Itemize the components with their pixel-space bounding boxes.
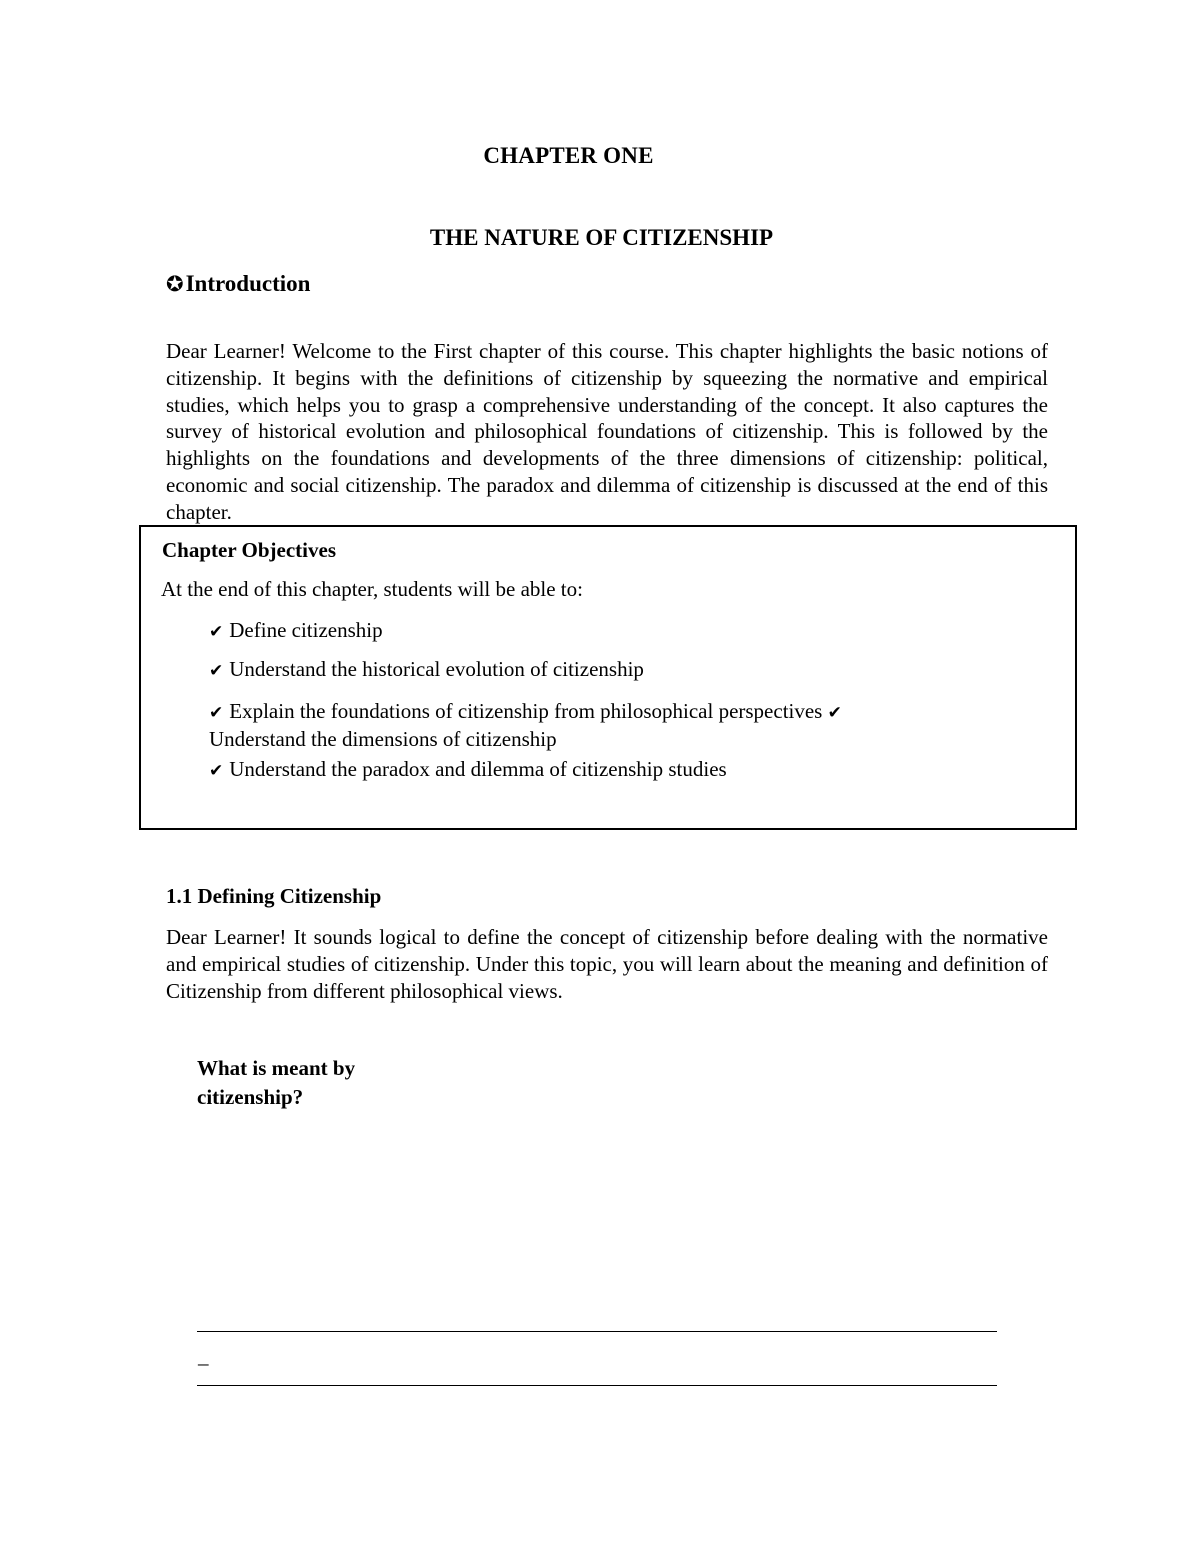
objective-item-label: Understand the dimensions of citizenship [209, 727, 557, 751]
introduction-paragraph: Dear Learner! Welcome to the First chapter of this course. This chapter highlights the basic notions of citizenship. It begins with the definitions of citizenship by squeezing the normative and empirical studies, which helps you to grasp a comprehensive understanding of the concept. It also captures the survey of historical evolution and philosophical foundations of citizenship. This is followed by the highlights on the foundations and developments of the three dimensions of citizenship: political, economic and social citizenship. The paradox and dilemma of citizenship is discussed at the end of this chapter. [166, 339, 1048, 524]
answer-line [197, 1331, 997, 1332]
objective-item [209, 618, 383, 643]
check-mark-icon: ✔ [209, 761, 224, 781]
check-mark-icon: ✔ [827, 703, 842, 723]
objective-item [209, 657, 644, 682]
check-mark-icon: ✔ [209, 661, 224, 681]
section-paragraph: Dear Learner! It sounds logical to define the concept of citizenship before dealing with the normative and empirical studies of citizenship. Under this topic, you will learn about the meaning and definition of Citizenship from different philosophical views. [166, 925, 1048, 1003]
objectives-intro: At the end of this chapter, students will be able to: [161, 577, 583, 601]
objective-item [209, 757, 727, 782]
question-prompt: What is meant by citizenship? [197, 1056, 356, 1109]
objective-item [209, 727, 557, 752]
introduction-heading-label: Introduction [185, 271, 311, 296]
objectives-heading: Chapter Objectives [162, 538, 336, 562]
objective-item-label: Explain the foundations of citizenship from philosophical perspectives [229, 699, 823, 723]
objective-item [209, 699, 848, 724]
answer-line-dash: _ [198, 1344, 209, 1368]
section-heading: 1.1 Defining Citizenship [166, 884, 382, 908]
objective-item-label: Define citizenship [229, 618, 383, 642]
answer-line [197, 1385, 997, 1386]
star-outline-icon: ✪ [166, 272, 184, 296]
introduction-heading [166, 271, 310, 297]
check-mark-icon: ✔ [209, 703, 224, 723]
objective-item-label: Understand the paradox and dilemma of citizenship studies [229, 757, 727, 781]
check-mark-icon: ✔ [209, 622, 224, 642]
chapter-title: CHAPTER ONE [483, 143, 654, 168]
chapter-subtitle: THE NATURE OF CITIZENSHIP [429, 225, 774, 250]
objective-item-label: Understand the historical evolution of citizenship [229, 657, 644, 681]
